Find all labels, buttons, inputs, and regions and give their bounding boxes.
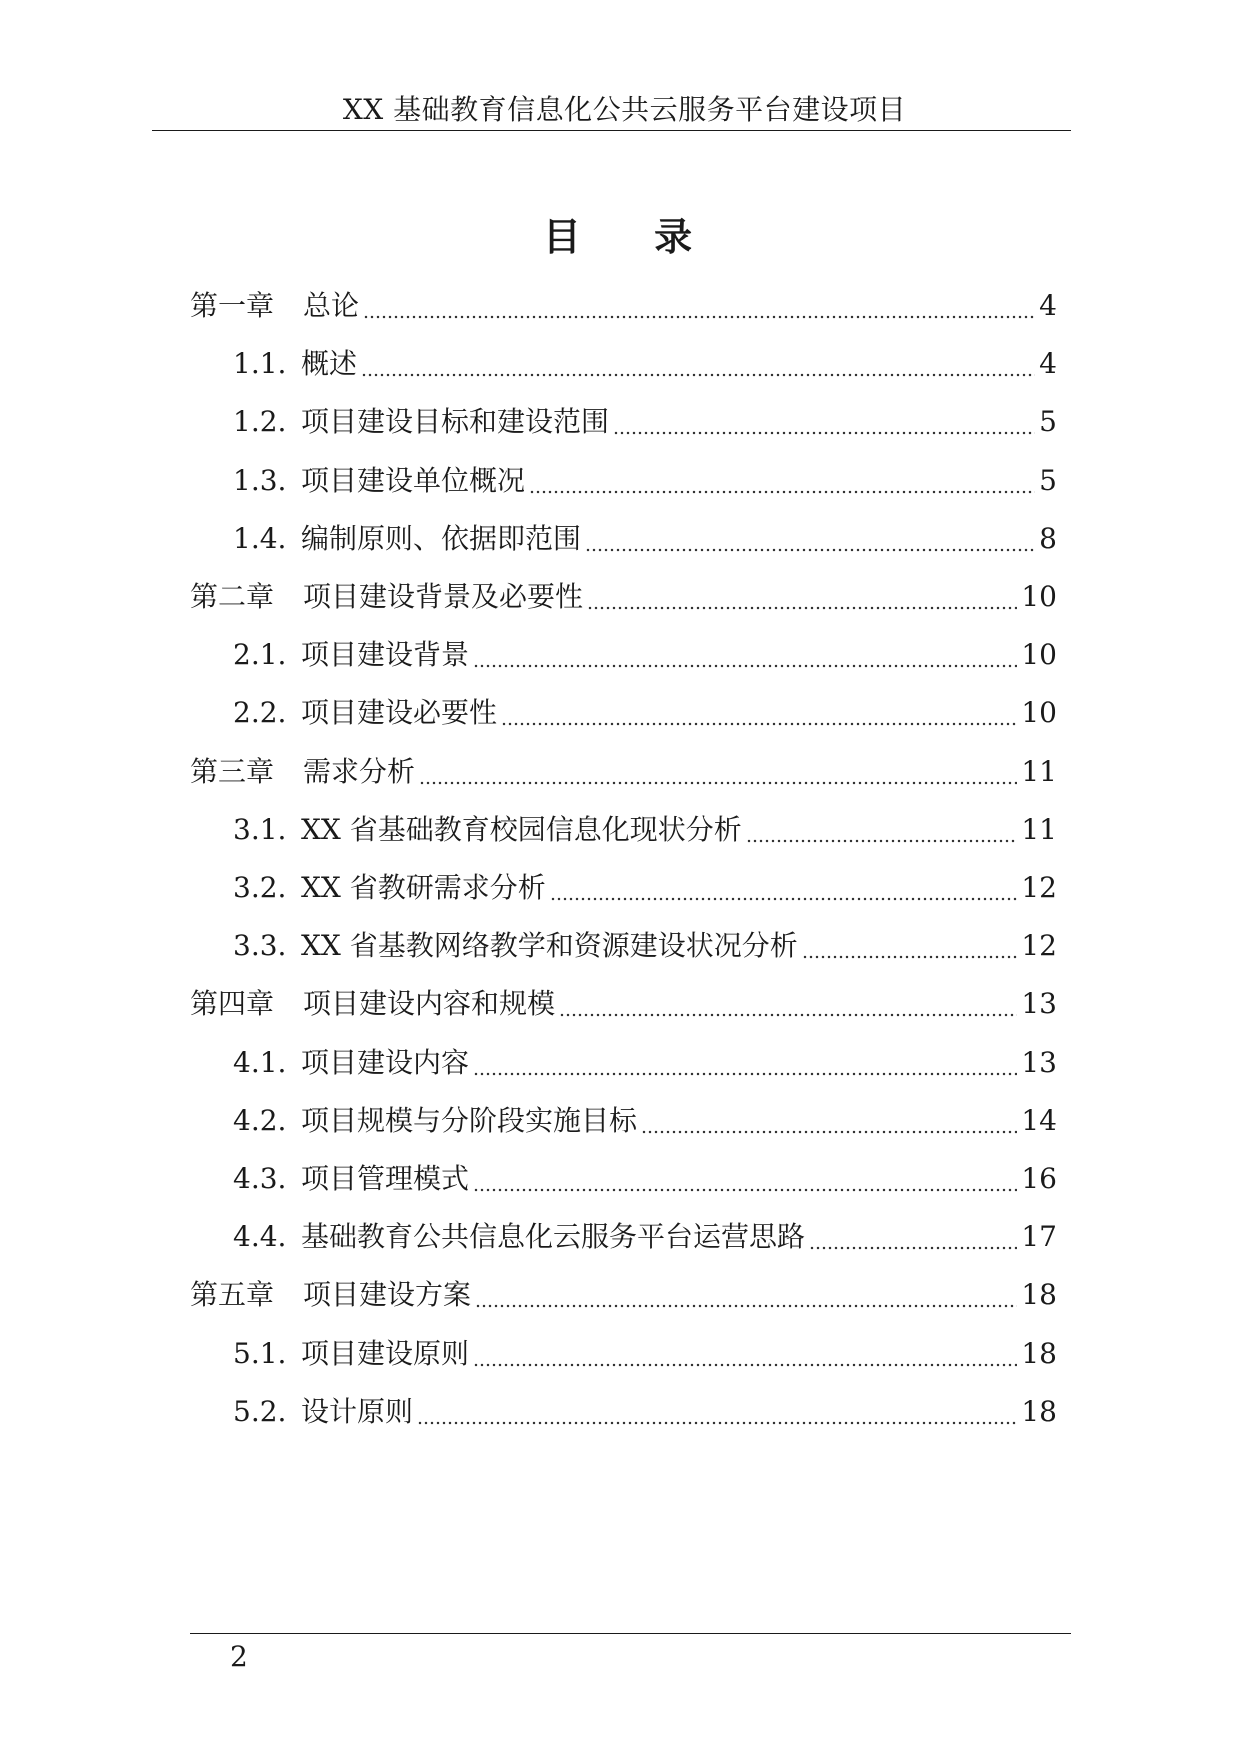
toc-chapter-entry[interactable] xyxy=(190,743,1057,789)
toc-entry-number: 第四章 xyxy=(190,987,275,1020)
toc-section-entry[interactable] xyxy=(233,917,1057,963)
toc-entry-title: 编制原则、依据即范围 xyxy=(301,522,582,555)
toc-section-entry[interactable] xyxy=(233,1034,1057,1080)
toc-entry-number: 第二章 xyxy=(190,580,275,613)
toc-dot-leader xyxy=(417,1396,1017,1426)
footer-divider xyxy=(190,1633,1071,1634)
toc-section-entry[interactable] xyxy=(233,1092,1057,1138)
toc-entry-number: 1.1. xyxy=(233,347,287,380)
toc-entry-number: 第三章 xyxy=(190,755,275,788)
toc-entry-title: XX 省教研需求分析 xyxy=(301,871,546,904)
toc-section-entry[interactable] xyxy=(233,1383,1057,1429)
toc-entry-title: 项目规模与分阶段实施目标 xyxy=(301,1104,638,1137)
toc-entry-page: 12 xyxy=(1021,871,1057,904)
toc-entry-title: 项目建设内容 xyxy=(301,1046,470,1079)
toc-entry-number: 3.2. xyxy=(233,871,287,904)
toc-entry-page: 16 xyxy=(1021,1162,1057,1195)
toc-entry-title: XX 省基础教育校园信息化现状分析 xyxy=(301,813,742,846)
toc-entry-page: 14 xyxy=(1021,1104,1057,1137)
toc-dot-leader xyxy=(363,290,1035,320)
toc-entry-number: 第一章 xyxy=(190,289,275,322)
toc-dot-leader xyxy=(473,1338,1017,1368)
toc-entry-number: 3.1. xyxy=(233,813,287,846)
toc-entry-number: 1.4. xyxy=(233,522,287,555)
toc-dot-leader xyxy=(585,523,1035,553)
toc-entry-title: 项目建设方案 xyxy=(303,1278,472,1311)
header-divider xyxy=(152,130,1071,131)
toc-entry-page: 13 xyxy=(1021,1046,1057,1079)
toc-entry-title: 项目建设原则 xyxy=(301,1337,470,1370)
toc-section-entry[interactable] xyxy=(233,684,1057,730)
toc-entry-title: 需求分析 xyxy=(303,755,416,788)
toc-chapter-entry[interactable] xyxy=(190,277,1057,323)
toc-entry-number: 4.1. xyxy=(233,1046,287,1079)
toc-entry-page: 12 xyxy=(1021,929,1057,962)
toc-entry-title: 概述 xyxy=(301,347,358,380)
toc-dot-leader xyxy=(501,697,1017,727)
toc-chapter-entry[interactable] xyxy=(190,1266,1057,1312)
toc-section-entry[interactable] xyxy=(233,335,1057,381)
toc-entry-page: 11 xyxy=(1021,755,1057,788)
toc-entry-title: 项目管理模式 xyxy=(301,1162,470,1195)
toc-dot-leader xyxy=(559,988,1017,1018)
toc-heading xyxy=(0,206,1241,261)
toc-dot-leader xyxy=(809,1221,1017,1251)
toc-entry-number: 4.2. xyxy=(233,1104,287,1137)
toc-entry-title: 项目建设必要性 xyxy=(301,696,498,729)
toc-entry-title: 基础教育公共信息化云服务平台运营思路 xyxy=(301,1220,806,1253)
toc-entry-title: 项目建设目标和建设范围 xyxy=(301,405,610,438)
toc-entry-title: 项目建设内容和规模 xyxy=(303,987,556,1020)
running-header xyxy=(0,88,1241,128)
toc-entry-page: 18 xyxy=(1021,1278,1057,1311)
toc-entry-title: 项目建设背景及必要性 xyxy=(303,580,584,613)
toc-dot-leader xyxy=(550,872,1018,902)
toc-section-entry[interactable] xyxy=(233,1208,1057,1254)
toc-section-entry[interactable] xyxy=(233,1150,1057,1196)
toc-heading-text: 目 录 xyxy=(542,214,723,259)
toc-section-entry[interactable] xyxy=(233,859,1057,905)
toc-entry-page: 18 xyxy=(1021,1395,1057,1428)
toc-entry-page: 4 xyxy=(1039,289,1057,322)
toc-section-entry[interactable] xyxy=(233,1325,1057,1371)
toc-entry-number: 第五章 xyxy=(190,1278,275,1311)
toc-entry-page: 13 xyxy=(1021,987,1057,1020)
toc-entry-title: XX 省基教网络教学和资源建设状况分析 xyxy=(301,929,798,962)
toc-entry-title: 项目建设单位概况 xyxy=(301,464,526,497)
toc-dot-leader xyxy=(473,639,1017,669)
toc-entry-number: 1.3. xyxy=(233,464,287,497)
toc-entry-number: 2.1. xyxy=(233,638,287,671)
toc-entry-title: 总论 xyxy=(303,289,360,322)
toc-entry-number: 2.2. xyxy=(233,696,287,729)
toc-entry-page: 18 xyxy=(1021,1337,1057,1370)
toc-entry-number: 5.2. xyxy=(233,1395,287,1428)
toc-dot-leader xyxy=(802,930,1018,960)
toc-section-entry[interactable] xyxy=(233,452,1057,498)
toc-dot-leader xyxy=(473,1047,1017,1077)
toc-dot-leader xyxy=(529,465,1035,495)
toc-entry-page: 17 xyxy=(1021,1220,1057,1253)
toc-section-entry[interactable] xyxy=(233,393,1057,439)
toc-dot-leader xyxy=(746,814,1018,844)
toc-entry-page: 5 xyxy=(1039,464,1057,497)
toc-entry-number: 3.3. xyxy=(233,929,287,962)
toc-entry-page: 8 xyxy=(1039,522,1057,555)
toc-dot-leader xyxy=(361,348,1035,378)
toc-entry-page: 10 xyxy=(1021,638,1057,671)
toc-dot-leader xyxy=(475,1279,1017,1309)
toc-section-entry[interactable] xyxy=(233,801,1057,847)
toc-entry-number: 4.3. xyxy=(233,1162,287,1195)
toc-entry-number: 4.4. xyxy=(233,1220,287,1253)
toc-chapter-entry[interactable] xyxy=(190,568,1057,614)
toc-dot-leader xyxy=(473,1163,1017,1193)
toc-entry-page: 10 xyxy=(1021,696,1057,729)
toc-dot-leader xyxy=(587,581,1017,611)
toc-dot-leader xyxy=(641,1105,1017,1135)
toc-entry-page: 11 xyxy=(1021,813,1057,846)
toc-entry-page: 4 xyxy=(1039,347,1057,380)
running-header-text: XX 基础教育信息化公共云服务平台建设项目 xyxy=(342,93,907,126)
toc-entry-page: 5 xyxy=(1039,405,1057,438)
toc-entry-number: 1.2. xyxy=(233,405,287,438)
toc-section-entry[interactable] xyxy=(233,626,1057,672)
toc-section-entry[interactable] xyxy=(233,510,1057,556)
toc-entry-title: 设计原则 xyxy=(301,1395,414,1428)
toc-dot-leader xyxy=(613,406,1035,436)
toc-dot-leader xyxy=(419,756,1017,786)
toc-chapter-entry[interactable] xyxy=(190,975,1057,1021)
toc-entry-title: 项目建设背景 xyxy=(301,638,470,671)
toc-entry-number: 5.1. xyxy=(233,1337,287,1370)
toc-entry-page: 10 xyxy=(1021,580,1057,613)
page-number: 2 xyxy=(230,1640,248,1673)
